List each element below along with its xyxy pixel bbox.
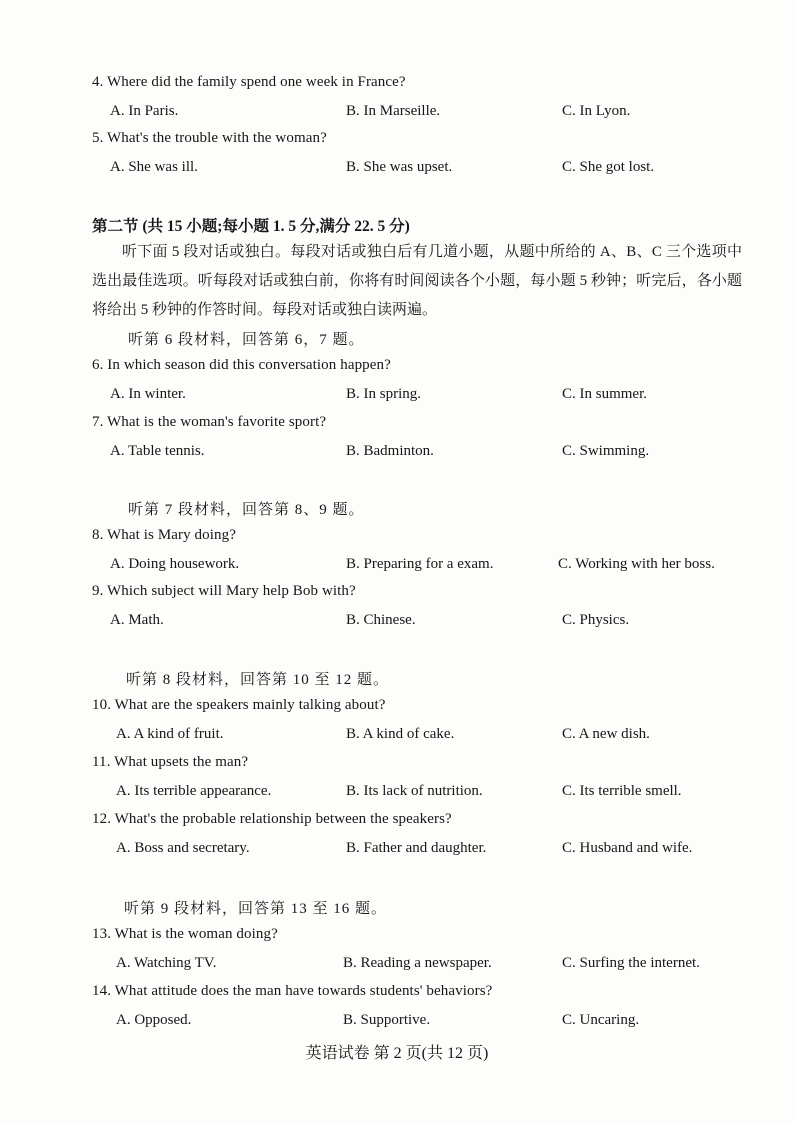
question-10: 10. What are the speakers mainly talking about? bbox=[92, 697, 386, 713]
option-10c: C. A new dish. bbox=[562, 726, 650, 742]
listen-instruction-7: 听第 7 段材料，回答第 8、9 题。 bbox=[128, 502, 365, 518]
question-12: 12. What's the probable relationship between the speakers? bbox=[92, 811, 452, 827]
option-6a: A. In winter. bbox=[110, 386, 186, 402]
section-heading: 第二节 (共 15 小题;每小题 1. 5 分,满分 22. 5 分) bbox=[92, 218, 410, 235]
question-6: 6. In which season did this conversation happen? bbox=[92, 357, 391, 373]
option-13b: B. Reading a newspaper. bbox=[343, 955, 492, 971]
question-8: 8. What is Mary doing? bbox=[92, 527, 236, 543]
option-9a: A. Math. bbox=[110, 612, 164, 628]
question-11: 11. What upsets the man? bbox=[92, 754, 249, 770]
option-10a: A. A kind of fruit. bbox=[116, 726, 224, 742]
option-14a: A. Opposed. bbox=[116, 1012, 192, 1028]
option-7a: A. Table tennis. bbox=[110, 443, 205, 459]
option-8b: B. Preparing for a exam. bbox=[346, 556, 494, 572]
option-4b: B. In Marseille. bbox=[346, 103, 441, 119]
option-13a: A. Watching TV. bbox=[116, 955, 217, 971]
section-instructions: 听下面 5 段对话或独白。每段对话或独白后有几道小题，从题中所给的 A、B、C 三个选项中选出最佳选项。听每段对话或独白前，你将有时间阅读各个小题，每小题 5 秒钟；听完后，各小题将给出 5 秒钟的作答时间。每段对话或独白读两遍。 bbox=[92, 244, 742, 318]
question-13: 13. What is the woman doing? bbox=[92, 926, 278, 942]
listen-instruction-9: 听第 9 段材料，回答第 13 至 16 题。 bbox=[124, 901, 388, 917]
option-5b: B. She was upset. bbox=[346, 159, 453, 175]
option-8a: A. Doing housework. bbox=[110, 556, 240, 572]
option-10b: B. A kind of cake. bbox=[346, 726, 455, 742]
option-7b: B. Badminton. bbox=[346, 443, 434, 459]
option-6b: B. In spring. bbox=[346, 386, 421, 402]
question-14: 14. What attitude does the man have towards students' behaviors? bbox=[92, 983, 493, 999]
question-9: 9. Which subject will Mary help Bob with? bbox=[92, 583, 356, 599]
option-12c: C. Husband and wife. bbox=[562, 840, 693, 856]
option-9b: B. Chinese. bbox=[346, 612, 416, 628]
option-11b: B. Its lack of nutrition. bbox=[346, 783, 483, 799]
option-14b: B. Supportive. bbox=[343, 1012, 431, 1028]
option-12b: B. Father and daughter. bbox=[346, 840, 487, 856]
option-4a: A. In Paris. bbox=[110, 103, 179, 119]
page-footer: 英语试卷 第 2 页(共 12 页) bbox=[305, 1045, 489, 1062]
option-11c: C. Its terrible smell. bbox=[562, 783, 682, 799]
option-12a: A. Boss and secretary. bbox=[116, 840, 250, 856]
question-4: 4. Where did the family spend one week in France? bbox=[92, 74, 406, 90]
option-5c: C. She got lost. bbox=[562, 159, 655, 175]
question-5: 5. What's the trouble with the woman? bbox=[92, 130, 327, 146]
option-7c: C. Swimming. bbox=[562, 443, 650, 459]
listen-instruction-8: 听第 8 段材料，回答第 10 至 12 题。 bbox=[126, 672, 390, 688]
option-9c: C. Physics. bbox=[562, 612, 630, 628]
option-14c: C. Uncaring. bbox=[562, 1012, 640, 1028]
option-4c: C. In Lyon. bbox=[562, 103, 631, 119]
question-7: 7. What is the woman's favorite sport? bbox=[92, 414, 327, 430]
option-5a: A. She was ill. bbox=[110, 159, 198, 175]
option-6c: C. In summer. bbox=[562, 386, 647, 402]
listen-instruction-6: 听第 6 段材料，回答第 6，7 题。 bbox=[128, 332, 365, 348]
option-13c: C. Surfing the internet. bbox=[562, 955, 700, 971]
option-8c: C. Working with her boss. bbox=[558, 556, 715, 572]
option-11a: A. Its terrible appearance. bbox=[116, 783, 272, 799]
